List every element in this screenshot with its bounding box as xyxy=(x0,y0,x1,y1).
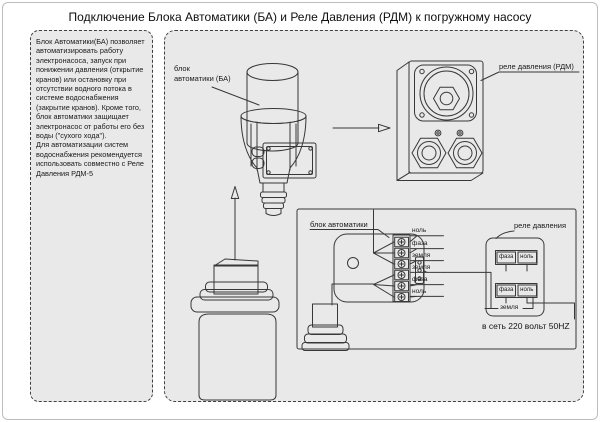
ba-device-label: блок автоматики (БА) xyxy=(174,64,231,83)
small-pump-illustration xyxy=(302,304,349,351)
ba-label-pointer xyxy=(212,87,259,105)
mains-label: в сеть 220 вольт 50HZ xyxy=(482,321,570,331)
right-arrow xyxy=(333,124,390,131)
ground-wire xyxy=(444,272,492,308)
rdm-device-illustration xyxy=(397,61,579,181)
wire-fan-top xyxy=(374,242,395,264)
terminal-label: фаза xyxy=(412,276,428,283)
info-paragraph: Для автоматизации систем водоснабжения рекомендуется использовать совместно с Реле Давления РДМ-5 xyxy=(36,140,144,178)
terminal-label: ноль xyxy=(412,227,427,234)
terminal-label: земля xyxy=(412,264,431,271)
rdm-top-ticks xyxy=(506,265,527,272)
wire-fan-bottom xyxy=(374,275,395,297)
rdm-device-label: реле давления (РДМ) xyxy=(499,62,574,71)
rdm-bottom-ticks xyxy=(506,298,527,304)
terminal-label: фаза xyxy=(412,240,428,247)
wiring-rdm-label-pointer xyxy=(496,231,514,239)
wiring-ba-label: блок автоматики xyxy=(310,220,368,229)
info-panel xyxy=(30,30,153,402)
mount-hole xyxy=(348,258,359,269)
ground-label: земля xyxy=(500,304,519,311)
terminal-screws xyxy=(395,237,409,301)
rdm-cell-label: ноль xyxy=(520,254,534,260)
diagram-title: Подключение Блока Автоматики (БА) и Реле Давления (РДМ) к погружному насосу xyxy=(68,10,532,24)
rdm-cell-label: ноль xyxy=(520,287,534,293)
terminal-label: ноль xyxy=(412,288,427,295)
wiring-rdm-label: реле давления xyxy=(514,221,567,230)
mains-wire xyxy=(527,303,575,319)
pump-illustration xyxy=(191,259,279,400)
diagram-panel xyxy=(164,30,584,402)
info-paragraph: Блок Автоматики(БА) позволяет автоматизировать работу электронасоса, запуск при понижении давления (открытие кранов) или остановку при отсутствии водного потока в системе водоснабжения (закрытие кранов). Кроме того, блок автоматики защищает электронасос от работы его без воды ("сухого хода"). xyxy=(36,37,145,141)
rdm-label-pointer xyxy=(481,72,579,81)
ba-device-illustration xyxy=(241,64,316,216)
diagram-artwork xyxy=(165,31,585,403)
rdm-cell-label: фаза xyxy=(499,254,514,260)
terminal-label: земля xyxy=(412,252,431,259)
rdm-cell-label: фаза xyxy=(499,287,514,293)
hex-nut xyxy=(434,87,460,110)
up-arrow xyxy=(231,187,238,261)
